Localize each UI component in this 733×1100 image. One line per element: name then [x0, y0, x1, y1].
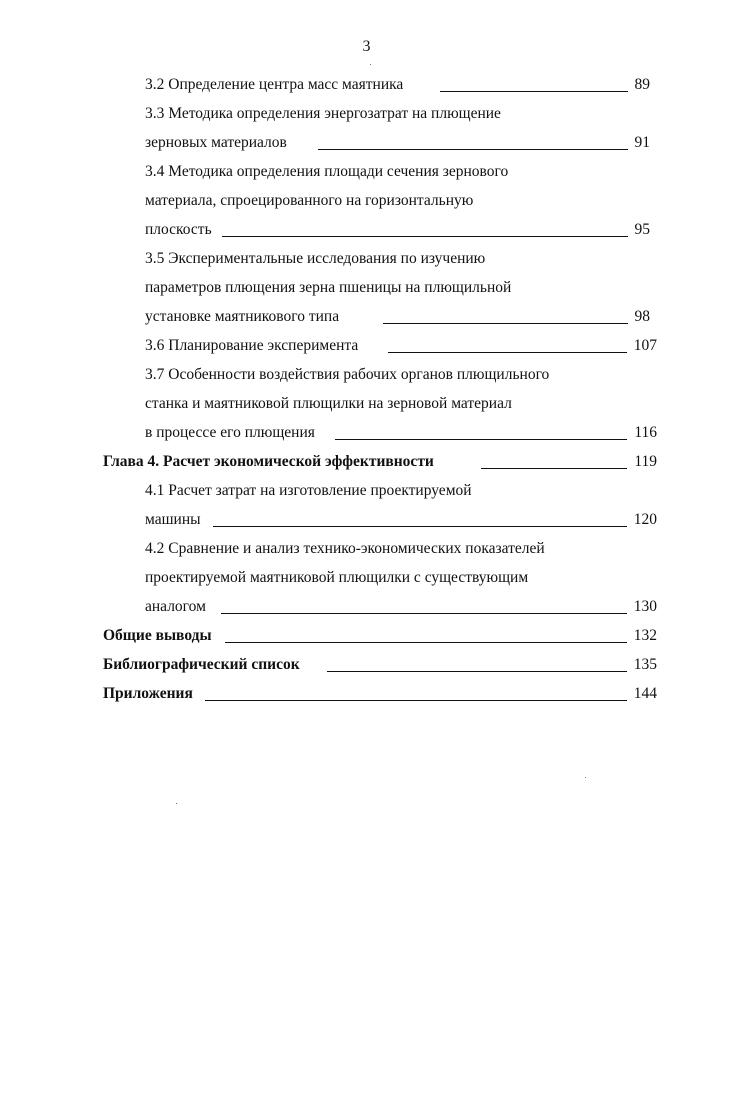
toc-entry-3-7	[145, 422, 657, 444]
toc-entry-3-6	[145, 335, 657, 357]
toc-page-number: 98	[634, 308, 650, 325]
toc-page-number: 107	[633, 337, 657, 354]
scan-speck	[370, 64, 371, 65]
toc-entry-text: 3.2 Определение центра масс маятника	[145, 76, 404, 93]
toc-entry-text: 4.2 Сравнение и анализ технико-экономических показателей	[145, 540, 545, 557]
toc-general-conclusions	[103, 625, 657, 647]
toc-entry-3-3-line1	[145, 103, 650, 125]
toc-leader	[222, 236, 628, 237]
toc-entry-text: 3.4 Методика определения площади сечения зернового	[145, 163, 509, 180]
toc-entry-4-2-line2	[145, 567, 657, 589]
toc-entry-3-4-line2	[145, 190, 650, 212]
toc-entry-4-1	[145, 509, 657, 531]
toc-leader	[383, 323, 628, 324]
toc-entry-text: материала, спроецированного на горизонтальную	[145, 192, 474, 209]
toc-entry-text: 3.5 Экспериментальные исследования по изучению	[145, 250, 486, 267]
toc-entry-text: 3.3 Методика определения энергозатрат на плющение	[145, 105, 501, 122]
toc-entry-text: машины	[145, 511, 201, 528]
toc-entry-3-7-line1	[145, 364, 657, 386]
toc-entry-text: станка и маятниковой плющилки на зерновой материал	[145, 395, 512, 412]
toc-entry-text: зерновых материалов	[145, 134, 287, 151]
toc-entry-text: параметров плющения зерна пшеницы на плющильной	[145, 279, 512, 296]
toc-entry-text: проектируемой маятниковой плющилки с существующим	[145, 569, 529, 586]
toc-page-number: 130	[633, 598, 657, 615]
toc-leader	[388, 352, 627, 353]
toc-entry-3-3	[145, 132, 650, 154]
toc-page-number: 132	[633, 627, 657, 644]
toc-page-number: 91	[634, 134, 650, 151]
toc-page-number: 95	[634, 221, 650, 238]
toc-leader	[481, 468, 627, 469]
toc-entry-3-4	[145, 219, 650, 241]
toc-chapter-4	[103, 451, 657, 473]
toc-entry-3-2	[145, 74, 650, 96]
toc-leader	[213, 526, 627, 527]
toc-page-number: 119	[634, 453, 657, 470]
toc-leader	[327, 671, 627, 672]
toc-page-number: 144	[633, 685, 657, 702]
toc-page-number: 135	[633, 656, 657, 673]
toc-entry-3-4-line1	[145, 161, 650, 183]
toc-leader	[225, 642, 627, 643]
toc-entry-4-1-line1	[145, 480, 657, 502]
toc-entry-text: 4.1 Расчет затрат на изготовление проектируемой	[145, 482, 472, 499]
toc-chapter-title: Библиографический список	[103, 656, 300, 673]
toc-chapter-title: Глава 4. Расчет экономической эффективности	[103, 453, 434, 470]
toc-leader	[335, 439, 627, 440]
toc-leader	[440, 91, 628, 92]
toc-page-number: 116	[634, 424, 657, 441]
toc-page-number: 120	[633, 511, 657, 528]
page-number: 3	[362, 38, 371, 55]
toc-page-number: 89	[634, 76, 650, 93]
toc-appendices	[103, 683, 657, 705]
scan-speck	[585, 777, 586, 778]
toc-entry-3-7-line2	[145, 393, 657, 415]
toc-entry-text: 3.6 Планирование эксперимента	[145, 337, 359, 354]
toc-entry-text: аналогом	[145, 598, 206, 615]
toc-chapter-title: Приложения	[103, 685, 193, 702]
toc-entry-3-5-line1	[145, 248, 650, 270]
toc-entry-text: 3.7 Особенности воздействия рабочих органов плющильного	[145, 366, 550, 383]
toc-entry-text: установке маятникового типа	[145, 308, 340, 325]
toc-entry-3-5-line2	[145, 277, 650, 299]
toc-leader	[221, 613, 627, 614]
toc-entry-4-2-line1	[145, 538, 657, 560]
toc-leader	[318, 149, 628, 150]
toc-entry-4-2	[145, 596, 657, 618]
toc-entry-3-5	[145, 306, 650, 328]
toc-bibliography	[103, 654, 657, 676]
toc-entry-text: в процессе его плющения	[145, 424, 315, 441]
toc-leader	[205, 700, 627, 701]
scan-speck	[176, 803, 177, 804]
toc-entry-text: плоскость	[145, 221, 212, 238]
toc-chapter-title: Общие выводы	[103, 627, 212, 644]
